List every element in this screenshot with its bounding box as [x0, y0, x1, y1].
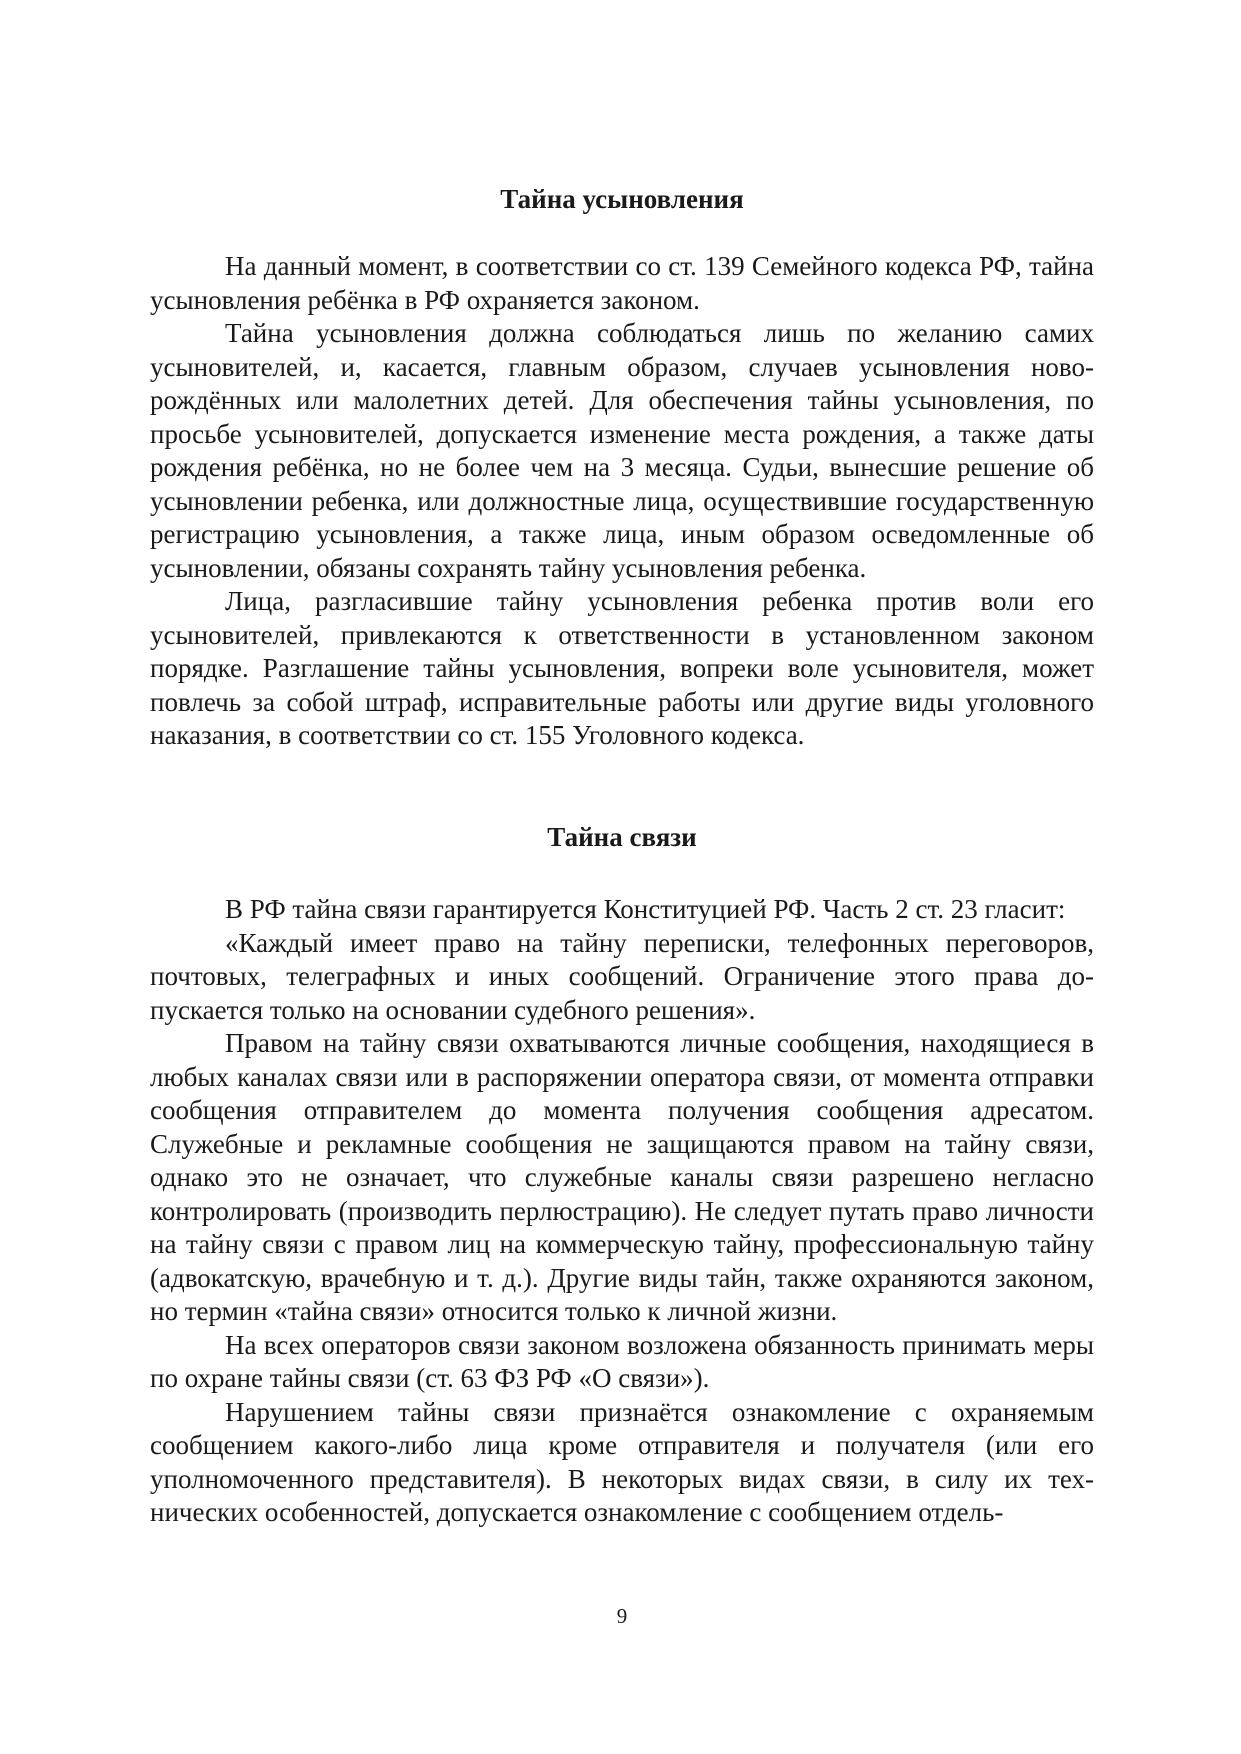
paragraph: На всех операторов связи законом возложена обязанность принимать меры по охране тайны связи (ст. 63 ФЗ РФ «О связи»). [150, 1329, 1094, 1393]
section-body-communication-secrecy [150, 893, 1094, 1530]
section-title-communication-secrecy: Тайна связи [547, 822, 697, 852]
paragraph: Лица, разгласившие тайну усыновления ребенка против воли его усыновителей, привлекаются к ответственности в установленном законом порядке. Разглашение тайны усыновления, вопреки воле усыновителя, может повлечь за собой штраф, исправительные работы или другие виды уголовного наказания, в соответствии со ст. 155 Уголовного кодекса. [150, 586, 1094, 750]
page-number: 9 [616, 1604, 628, 1628]
paragraph: В РФ тайна связи гарантируется Конституцией РФ. Часть 2 ст. 23 гласит: [225, 894, 1066, 924]
section-body-adoption-secrecy [150, 250, 1094, 753]
paragraph: «Каждый имеет право на тайну переписки, телефонных переговоров, почтовых, телеграфных и иных сообщений. Ограничение этого права допускается только на основании судебного решения». [150, 927, 1094, 1025]
paragraph: Тайна усыновления должна соблюдаться лишь по желанию самих усыновителей, и, касается, главным образом, случаев усыновления новорождённых или малолетних детей. Для обеспечения тайны усыновления, по просьбе усыновителей, допускается изменение места рождения, а также даты рождения ребёнка, но не более чем на 3 месяца. Судьи, вынесшие решение об усыновлении ребенка, или должностные лица, осуществившие государственную регистрацию усыновления, а также лица, иным образом осведомленные об усыновлении, обязаны сохранять тайну усыновления ребенка. [150, 318, 1094, 583]
paragraph: Нарушением тайны связи признаётся ознакомление с охраняемым сообщением какого-либо лица кроме отправителя и получателя (или его уполномоченного представителя). В некоторых видах связи, в силу их технических особенностей, допускается ознакомление с сообщением отдель- [150, 1396, 1094, 1527]
section-title-adoption-secrecy: Тайна усыновления [500, 184, 744, 214]
paragraph: Правом на тайну связи охватываются личные сообщения, находящиеся в любых каналах связи или в распоряжении оператора связи, от момента отправки сообщения отправителем до момента получения сообщения адресатом. Служебные и рекламные сообщения не защищаются правом на тайну связи, однако это не означает, что служебные каналы связи разрешено негласно контролировать (производить перлюстрацию). Не следует путать право личности на тайну связи с правом лиц на коммерческую тайну, профессиональную тайну (адвокатскую, врачебную и т. д.). Другие виды тайн, также охраняются законом, но термин «тайна связи» относится только к личной жизни. [150, 1028, 1094, 1326]
paragraph: На данный момент, в соответствии со ст. 139 Семейного кодекса РФ, тайна усыновления ребёнка в РФ охраняется законом. [150, 251, 1094, 315]
document-page [150, 0, 1094, 1754]
